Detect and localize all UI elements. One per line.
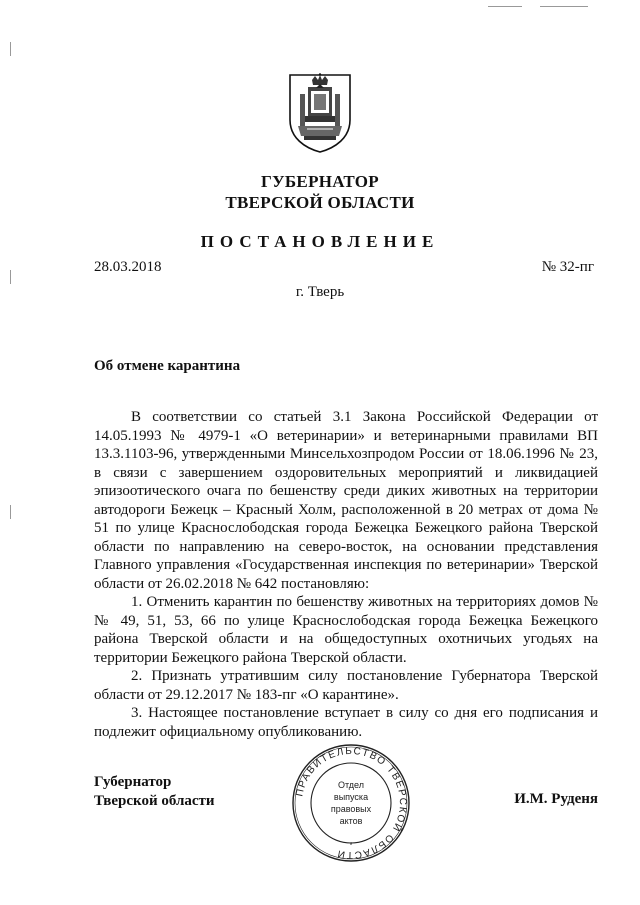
scan-mark bbox=[10, 505, 11, 519]
signatory-title-line1: Губернатор bbox=[94, 774, 172, 790]
signatory-name: И.М. Руденя bbox=[514, 791, 598, 807]
stamp-inner-line3: правовых bbox=[330, 804, 372, 814]
stamp-inner-line1: Отдел bbox=[337, 780, 365, 790]
signatory-title-line2: Тверской области bbox=[94, 793, 215, 809]
scan-mark bbox=[10, 42, 11, 56]
stamp-inner-line4: актов bbox=[339, 816, 363, 826]
paragraph-preamble: В соответствии со статьей 3.1 Закона Российской Федерации от 14.05.1993 № 4979-1 «О ветеринарии» и ветеринарными правилами ВП 13.3.1103-96, утвержденными Минсельхозпродом России от 18.06.1996 № 23, в связи с завершением оздоровительных мероприятий и ликвидацией эпизоотического очага по бешенству среди диких животных на территории автодороги Бежецк – Красный Холм, расположенной в 20 метрах от дома № 51 по улице Краснослободская города Бежецка Бежецкого района Тверской области по направлению на северо-восток, на основании представления Главного управления «Государственная инспекция по ветеринарии» Тверской области от 26.02.2018 № 642 постановляю: bbox=[94, 409, 598, 592]
coat-of-arms-emblem bbox=[287, 72, 353, 154]
document-date: 28.03.2018 bbox=[94, 259, 162, 275]
document-city: г. Тверь bbox=[295, 284, 345, 300]
header-line-region: ТВЕРСКОЙ ОБЛАСТИ bbox=[225, 193, 415, 212]
scan-mark bbox=[488, 6, 522, 7]
scan-mark bbox=[540, 6, 588, 7]
document-number: № 32-пг bbox=[541, 259, 594, 275]
paragraph-item-3: 3. Настоящее постановление вступает в силу со дня его подписания и подлежит официальному опубликованию. bbox=[94, 705, 598, 740]
header-line-governor: ГУБЕРНАТОР bbox=[261, 172, 379, 191]
stamp-ring-text: ПРАВИТЕЛЬСТВО ТВЕРСКОЙ ОБЛАСТИ bbox=[294, 745, 409, 861]
svg-text:*: * bbox=[349, 841, 353, 850]
document-type-title: ПОСТАНОВЛЕНИЕ bbox=[200, 232, 440, 251]
scan-mark bbox=[10, 270, 11, 284]
document-body bbox=[94, 408, 598, 741]
paragraph-item-1: 1. Отменить карантин по бешенству животных на территориях домов №№ 49, 51, 53, 66 по улице Краснослободская города Бежецка Бежецкого района Тверской области и на общедоступных охотничьих угодьях на территории Бежецкого района Тверской области. bbox=[94, 594, 598, 666]
stamp-inner-line2: выпуска bbox=[333, 792, 369, 802]
document-subject: Об отмене карантина bbox=[94, 358, 241, 374]
signatory-title bbox=[94, 773, 215, 811]
official-stamp bbox=[290, 742, 412, 864]
paragraph-item-2: 2. Признать утратившим силу постановление Губернатора Тверской области от 29.12.2017 № 183-пг «О карантине». bbox=[94, 668, 598, 703]
